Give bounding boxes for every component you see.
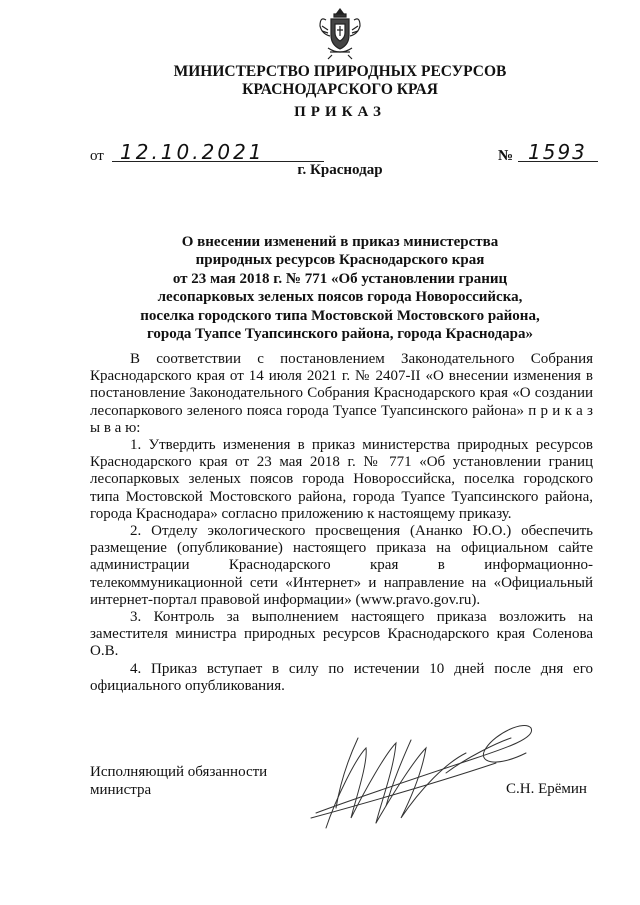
subject-line: лесопарковых зеленых поясов города Новороссийска,	[157, 289, 523, 306]
clause-1: 1. Утвердить изменения в приказ министерства природных ресурсов Краснодарского края от 23 мая 2018 г. № 771 «Об установлении границ лесопарковых зеленых поясов города Новороссийска, поселка городского типа Мостовской Мостовского района, города Туапсе Туапсинского района, города Краснодара» согласно приложению к настоящему приказу.	[90, 437, 593, 522]
preamble-paragraph: В соответствии с постановлением Законодательного Собрания Краснодарского края от 14 июля 2021 г. № 2407-II «О внесении изменения в постановление Законодательного Собрания Краснодарского края «О создании лесопаркового зеленого пояса города Туапсе Туапсинского района» п р и к а з ы в а ю:	[90, 351, 593, 436]
document-type: ПРИКАЗ	[294, 104, 386, 120]
subject-line: от 23 мая 2018 г. № 771 «Об установлении границ	[172, 270, 508, 287]
subject-line: поселка городского типа Мостовской Мостовского района,	[140, 307, 540, 324]
signatory-name: С.Н. Ерёмин	[506, 781, 587, 797]
clause-4: 4. Приказ вступает в силу по истечении 10 дней после дня его официального опубликования.	[90, 660, 593, 694]
subject-line: города Туапсе Туапсинского района, города Краснодара»	[146, 326, 533, 343]
coat-of-arms-icon	[318, 6, 362, 60]
city: г. Краснодар	[297, 162, 383, 178]
order-number: 1593	[518, 140, 598, 162]
subject-line: О внесении изменений в приказ министерства	[181, 234, 499, 250]
order-date: 12.10.2021	[112, 140, 324, 162]
clause-2: 2. Отделу экологического просвещения (Ананко Ю.О.) обеспечить размещение (опубликование) настоящего приказа на официальном сайте администрации Краснодарского края в информационно-телекоммуникационной сети «Интернет» и направление на «Официальный интернет-портал правовой информации» (www.pravo.gov.ru).	[90, 523, 593, 608]
order-subject	[120, 233, 560, 343]
position-line-1: Исполняющий обязанности	[90, 764, 268, 780]
clause-3: 3. Контроль за выполнением настоящего приказа возложить на заместителя министра природных ресурсов Краснодарского края Соленова О.В.	[90, 609, 593, 660]
date-prefix: от	[90, 148, 104, 164]
ministry-name	[90, 63, 590, 99]
ministry-line-1: МИНИСТЕРСТВО ПРИРОДНЫХ РЕСУРСОВ	[173, 63, 507, 80]
handwritten-signature	[296, 718, 546, 838]
signatory-position	[90, 763, 267, 799]
subject-line: природных ресурсов Краснодарского края	[195, 252, 485, 269]
position-line-2: министра	[90, 782, 152, 798]
order-body	[90, 351, 593, 695]
ministry-line-2: КРАСНОДАРСКОГО КРАЯ	[242, 81, 438, 98]
number-prefix: №	[498, 148, 514, 164]
